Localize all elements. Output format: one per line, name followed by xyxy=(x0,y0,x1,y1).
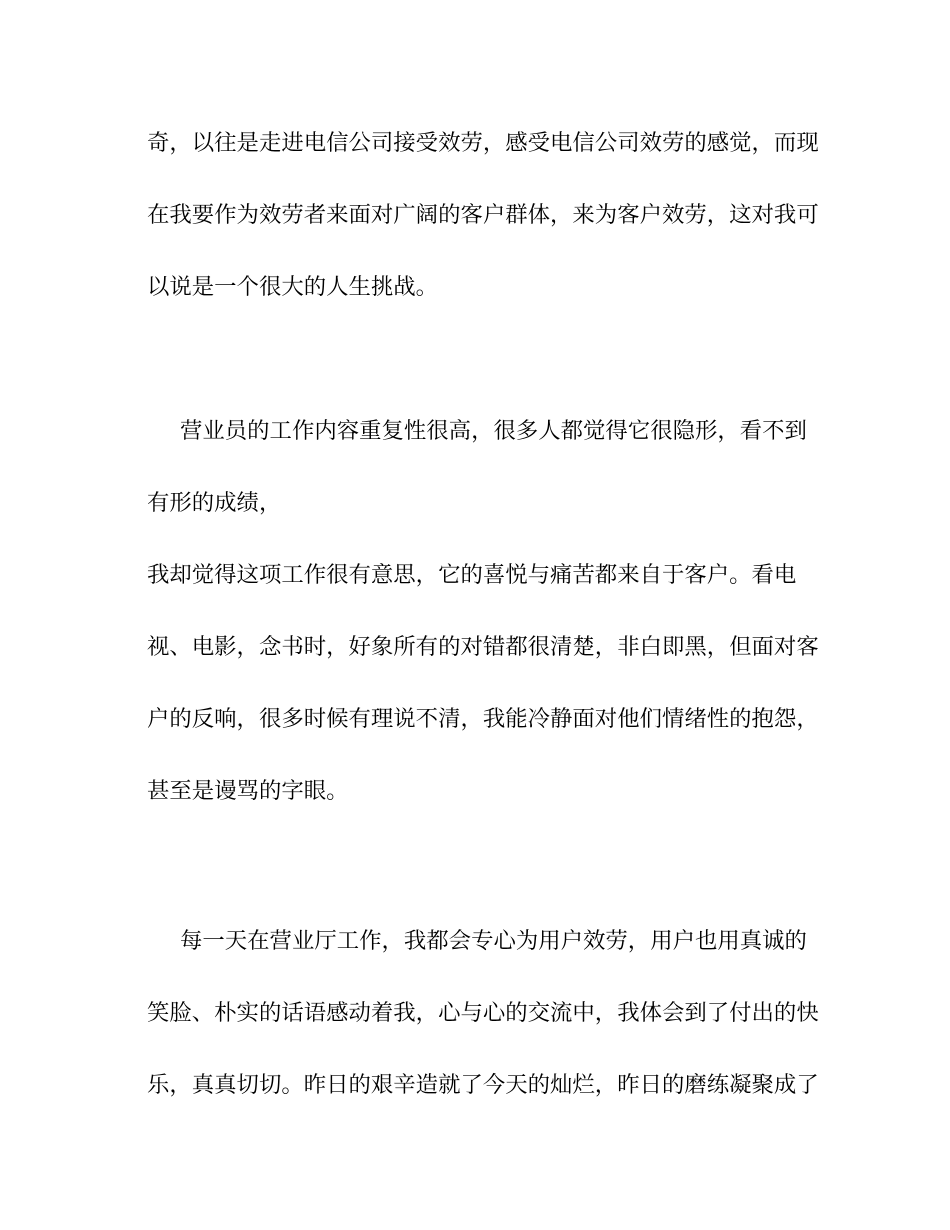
paragraph-1-line-2: 在我要作为效劳者来面对广阔的客户群体，来为客户效劳，这对我可 xyxy=(147,202,819,228)
paragraph-2-line-2: 有形的成绩， xyxy=(147,490,282,516)
paragraph-2-line-6: 甚至是谩骂的字眼。 xyxy=(147,778,349,804)
paragraph-3-line-3: 乐，真真切切。昨日的艰辛造就了今天的灿烂，昨日的磨练凝聚成了 xyxy=(147,1072,819,1098)
paragraph-1-line-1: 奇，以往是走进电信公司接受效劳，感受电信公司效劳的感觉，而现 xyxy=(147,130,819,156)
paragraph-3-line-2: 笑脸、朴实的话语感动着我，心与心的交流中，我体会到了付出的快 xyxy=(147,1000,819,1026)
paragraph-2-line-4: 视、电影，念书时，好象所有的对错都很清楚，非白即黑，但面对客 xyxy=(147,634,819,660)
paragraph-2-line-3: 我却觉得这项工作很有意思，它的喜悦与痛苦都来自于客户。看电 xyxy=(147,562,797,588)
paragraph-2-line-5: 户的反响，很多时候有理说不清，我能冷静面对他们情绪性的抱怨， xyxy=(147,706,819,732)
paragraph-1-line-3: 以说是一个很大的人生挑战。 xyxy=(147,274,439,300)
paragraph-3-line-1: 每一天在营业厅工作，我都会专心为用户效劳，用户也用真诚的 xyxy=(180,928,807,954)
paragraph-2-line-1: 营业员的工作内容重复性很高，很多人都觉得它很隐形，看不到 xyxy=(180,418,807,444)
